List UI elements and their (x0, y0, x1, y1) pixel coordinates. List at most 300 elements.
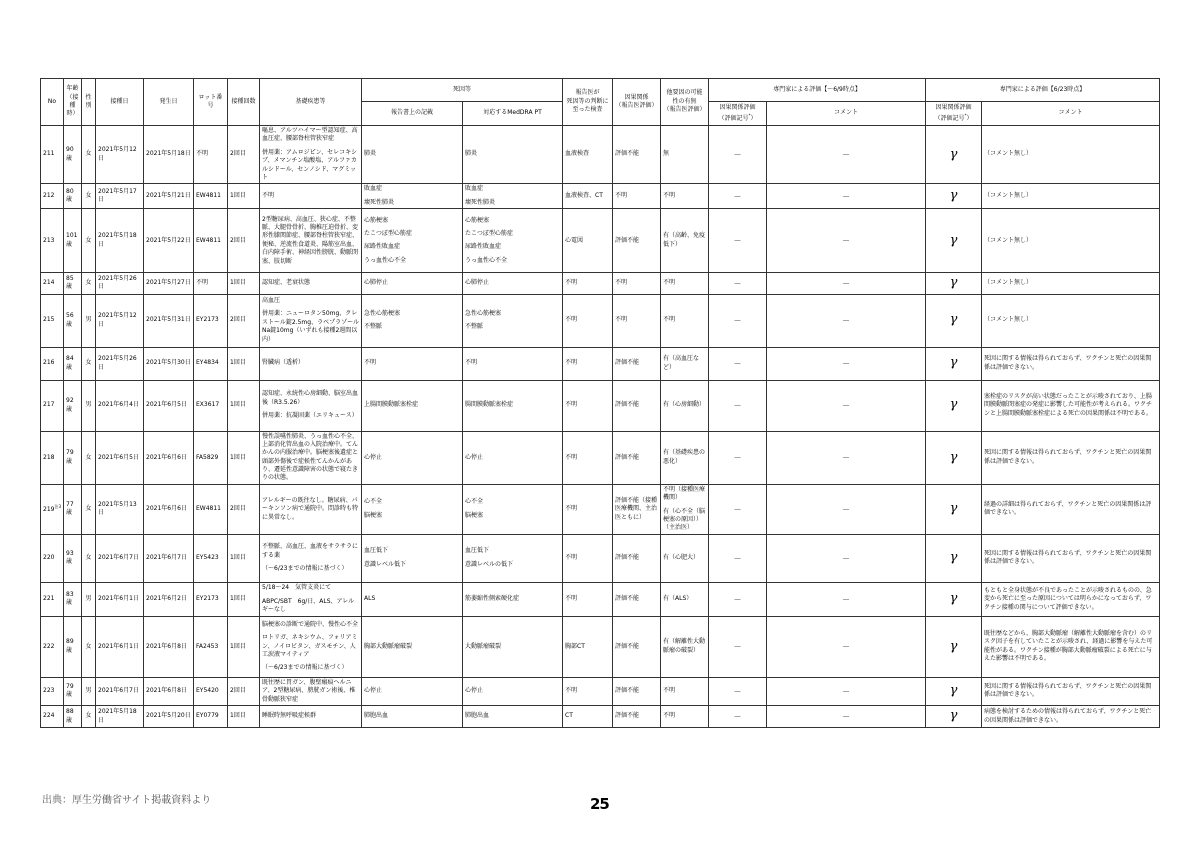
cell-expert2-comment: 既往歴などから、胸部大動脈瘤（解離性大動脈瘤を含む）のリスク因子を有していたことが示唆され、経過に影響を与えた可能性がある。ワクチン接種が胸部大動脈瘤破裂による死亡に与えた影響は不明である。 (982, 616, 1160, 677)
cell-no (41, 677, 64, 705)
header-expert2-comment: コメント (982, 102, 1160, 126)
cell-other-factors-line: 有（ALS） (663, 595, 693, 603)
cell-expert1-eval: － (709, 431, 767, 484)
cell-other-factors (661, 126, 709, 184)
header-onset-date: 発生日 (144, 79, 194, 126)
cell-expert1-eval: － (709, 616, 767, 677)
cell-cause-meddra (463, 706, 563, 728)
cell-causality: 評価不能 (613, 209, 661, 273)
cell-cause-reported (362, 706, 463, 728)
cell-no (41, 209, 64, 273)
cell-dose: 1回目 (228, 347, 260, 380)
cell-expert1-comment: － (767, 273, 926, 294)
header-expert1-comment: コメント (767, 102, 926, 126)
cell-cause-meddra-line: 大動脈瘤破裂 (465, 642, 502, 650)
cell-cause-meddra-line: 敗血症 (465, 185, 484, 193)
cell-no (41, 380, 64, 431)
cell-dose: 1回目 (228, 616, 260, 677)
cell-no (41, 582, 64, 616)
cell-cause-meddra (463, 431, 563, 484)
cell-cause-reported-line: 心肺停止 (364, 279, 389, 287)
cell-other-factors-line: 有（基礎疾患の悪化） (663, 449, 706, 465)
cell-expert1-eval: － (709, 294, 767, 347)
cell-lot: EW4811 (194, 184, 228, 209)
cell-expert1-comment: － (767, 347, 926, 380)
cell-exam: CT (563, 706, 613, 728)
cell-underlying-line: 併用薬：抗凝固薬（エリキュース） (262, 412, 358, 420)
cell-vaccination-date: 2021年5月18日 (96, 706, 144, 728)
cell-age: 79歳 (64, 677, 82, 705)
cell-causality: 評価不能 (613, 126, 661, 184)
cell-lot: EY5420 (194, 677, 228, 705)
cell-cause-meddra-line: 尿路性敗血症 (465, 243, 502, 251)
cell-cause-reported-line: 不明 (364, 359, 377, 367)
cell-causality: 評価不能 (613, 534, 661, 582)
cell-underlying-line: 睡眠時無呼吸症候群 (262, 712, 317, 720)
cell-dose: 2回目 (228, 677, 260, 705)
cell-onset-date: 2021年5月20日 (144, 706, 194, 728)
cell-onset-date: 2021年6月7日 (144, 534, 194, 582)
cell-expert2-eval: γ (926, 484, 982, 534)
cell-cause-meddra (463, 534, 563, 582)
cell-cause-reported-line: 心停止 (364, 453, 383, 461)
cell-underlying-line: 既往歴に胃ガン、腹壁瘢痕ヘルニア、2型糖尿病、膀胱ガン術後、椎骨動脈狭窄症 (262, 678, 356, 703)
cell-age: 85歳 (64, 273, 82, 294)
cell-dose: 1回目 (228, 582, 260, 616)
cell-expert2-eval: γ (926, 347, 982, 380)
cell-expert1-eval: － (709, 184, 767, 209)
table-row (41, 184, 1160, 209)
cell-exam: 血液検査 (563, 126, 613, 184)
cell-other-factors-line: 不明（接種医療機関） (663, 485, 706, 502)
cell-lot: FA2453 (194, 616, 228, 677)
cell-dose: 1回目 (228, 431, 260, 484)
header-lot: ロット番号 (194, 79, 228, 126)
row-number: 221 (43, 595, 55, 603)
cell-underlying-line: （～6/23までの情報に基づく） (262, 664, 348, 672)
cell-underlying (260, 347, 362, 380)
cell-vaccination-date: 2021年5月17日 (96, 184, 144, 209)
row-number: 213 (43, 236, 55, 244)
cell-underlying-line: 認知症、永続性心房細動、脳室出血後（R3.5.26） (262, 390, 359, 406)
cell-underlying-line: ロトリガ、ネキシウム、フォリアミン、ノイロビタン、ガスモチン、人工涙液マイティア (262, 634, 358, 659)
cell-onset-date: 2021年6月6日 (144, 484, 194, 534)
cell-other-factors-line: 有（解離性大動脈瘤の破裂） (663, 638, 706, 654)
cell-vaccination-date: 2021年6月4日 (96, 380, 144, 431)
cell-other-factors (661, 534, 709, 582)
cell-expert1-comment: － (767, 209, 926, 273)
cell-other-factors (661, 294, 709, 347)
cell-dose: 2回目 (228, 484, 260, 534)
cell-expert1-comment: － (767, 582, 926, 616)
table-row (41, 126, 1160, 184)
header-sex: 性別 (82, 79, 96, 126)
cell-other-factors-line: 不明 (663, 687, 676, 695)
table-row (41, 484, 1160, 534)
cell-age: 93歳 (64, 534, 82, 582)
cell-other-factors (661, 431, 709, 484)
cell-sex: 女 (82, 706, 96, 728)
cell-expert1-comment: － (767, 294, 926, 347)
cell-causality: 不明 (613, 184, 661, 209)
cell-underlying (260, 582, 362, 616)
cell-other-factors (661, 616, 709, 677)
cell-cause-meddra-line: 脳梗塞 (465, 511, 484, 519)
cell-sex: 女 (82, 347, 96, 380)
cell-underlying-line: 不整脈、高血圧、血液をサラサラにする薬 (262, 543, 359, 559)
cell-causality: 評価不能（接種医療機関、主治医ともに） (613, 484, 661, 534)
header-expert1-eval: 因果関係評価 （評価記号*） (709, 102, 767, 126)
cell-expert1-comment: － (767, 431, 926, 484)
cell-cause-reported-line: 心停止 (364, 687, 383, 695)
cell-expert1-comment: － (767, 706, 926, 728)
cell-expert1-eval: － (709, 534, 767, 582)
adverse-event-table (40, 78, 1160, 728)
cell-no (41, 616, 64, 677)
cell-expert2-comment: 死因に関する情報は得られておらず、ワクチンと死亡の因果関係は評価できない。 (982, 347, 1160, 380)
cell-no (41, 431, 64, 484)
cell-cause-meddra (463, 294, 563, 347)
cell-expert1-eval: － (709, 706, 767, 728)
cell-underlying (260, 706, 362, 728)
cell-expert2-comment: （コメント無し） (982, 273, 1160, 294)
cell-age: 77歳 (64, 484, 82, 534)
cell-cause-meddra-line: うっ血性心不全 (465, 256, 508, 264)
cell-dose: 2回目 (228, 294, 260, 347)
row-number: 216 (43, 359, 55, 367)
cell-other-factors (661, 582, 709, 616)
cell-expert2-eval: γ (926, 534, 982, 582)
cell-other-factors-line: 有（心不全（脳梗塞の原因））（主治医） (663, 507, 706, 532)
cell-no (41, 534, 64, 582)
row-number: 220 (43, 554, 55, 562)
cell-other-factors-line: 不明 (663, 192, 676, 200)
cell-expert1-comment: － (767, 184, 926, 209)
cell-age: 88歳 (64, 706, 82, 728)
cell-cause-meddra (463, 126, 563, 184)
cell-expert1-eval: － (709, 484, 767, 534)
cell-vaccination-date: 2021年5月18日 (96, 209, 144, 273)
cell-onset-date: 2021年5月27日 (144, 273, 194, 294)
cell-age: 84歳 (64, 347, 82, 380)
cell-lot: EW4811 (194, 209, 228, 273)
header-exam: 報告医が 死因等の判断に 至った検査 (563, 79, 613, 126)
cell-no (41, 294, 64, 347)
cell-other-factors (661, 484, 709, 534)
cell-other-factors-line: 無 (663, 150, 670, 158)
cell-other-factors-line: 有（高血圧など） (663, 355, 700, 371)
table-row (41, 294, 1160, 347)
row-note: 注3 (54, 504, 61, 510)
cell-cause-reported-line: 脳梗塞 (364, 511, 383, 519)
cell-sex: 男 (82, 582, 96, 616)
cell-underlying (260, 616, 362, 677)
cell-cause-meddra-line: 血圧低下 (465, 547, 490, 555)
cell-underlying (260, 209, 362, 273)
cell-underlying-line: 脳梗塞の診断で通院中、慢性心不全 (262, 620, 359, 628)
cell-expert1-comment: － (767, 534, 926, 582)
cell-cause-meddra (463, 582, 563, 616)
cell-age: 56歳 (64, 294, 82, 347)
row-number: 217 (43, 401, 55, 409)
cell-cause-meddra (463, 184, 563, 209)
cell-cause-meddra-line: 肺胞出血 (465, 712, 490, 720)
cell-cause-reported-line: 敗血症 (364, 185, 383, 193)
cell-expert2-eval: γ (926, 294, 982, 347)
cell-sex: 女 (82, 616, 96, 677)
cell-cause-meddra-line: 心肺停止 (465, 279, 490, 287)
cell-onset-date: 2021年5月18日 (144, 126, 194, 184)
cell-cause-reported-line: 不整脈 (364, 323, 383, 331)
cell-underlying (260, 484, 362, 534)
cell-expert2-comment: （コメント無し） (982, 184, 1160, 209)
table-row (41, 380, 1160, 431)
cell-cause-reported (362, 484, 463, 534)
cell-cause-meddra-line: 不整脈 (465, 323, 484, 331)
row-number: 224 (43, 712, 55, 720)
cell-exam: 不明 (563, 294, 613, 347)
cell-expert2-eval: γ (926, 677, 982, 705)
cell-cause-reported-line: 心筋梗塞 (364, 216, 389, 224)
cell-underlying (260, 184, 362, 209)
cell-causality: 評価不能 (613, 706, 661, 728)
cell-sex: 男 (82, 677, 96, 705)
cell-other-factors (661, 677, 709, 705)
cell-causality: 評価不能 (613, 582, 661, 616)
table-row (41, 582, 1160, 616)
cell-cause-reported-line: 壊死性肺炎 (364, 198, 395, 206)
cell-cause-meddra (463, 677, 563, 705)
cell-vaccination-date: 2021年5月12日 (96, 126, 144, 184)
header-cause-meddra: 対応するMedDRA PT (463, 102, 563, 126)
cell-cause-meddra-line: 筋萎縮性側索硬化症 (465, 595, 520, 603)
cell-cause-reported (362, 616, 463, 677)
cell-cause-reported-line: うっ血性心不全 (364, 256, 407, 264)
cell-no (41, 184, 64, 209)
cell-cause-meddra-line: 腸間膜動脈塞栓症 (465, 401, 514, 409)
cell-cause-meddra (463, 273, 563, 294)
cell-expert1-comment: － (767, 484, 926, 534)
cell-other-factors (661, 184, 709, 209)
cell-lot: EX3617 (194, 380, 228, 431)
cell-expert1-comment: － (767, 677, 926, 705)
header-cause-group: 死因等 (362, 79, 563, 102)
cell-expert1-eval: － (709, 677, 767, 705)
cell-sex: 男 (82, 294, 96, 347)
cell-expert2-eval: γ (926, 582, 982, 616)
cell-age: 90歳 (64, 126, 82, 184)
cell-expert2-eval: γ (926, 184, 982, 209)
cell-dose: 1回目 (228, 184, 260, 209)
cell-vaccination-date: 2021年6月1日 (96, 616, 144, 677)
cell-expert1-eval: － (709, 126, 767, 184)
header-underlying: 基礎疾患等 (260, 79, 362, 126)
table-row (41, 209, 1160, 273)
cell-cause-reported-line: 尿路性敗血症 (364, 243, 401, 251)
cell-onset-date: 2021年5月21日 (144, 184, 194, 209)
cell-cause-meddra-line: 肺炎 (465, 150, 478, 158)
cell-lot: EY2173 (194, 582, 228, 616)
cell-age: 89歳 (64, 616, 82, 677)
cell-causality: 評価不能 (613, 380, 661, 431)
cell-cause-reported (362, 184, 463, 209)
cell-expert2-comment: （コメント無し） (982, 126, 1160, 184)
header-cause-reported: 報告書上の記載 (362, 102, 463, 126)
cell-expert2-comment: 塞栓症のリスクが高い状態だったことが示唆されており、上腸間膜動脈閉塞症の発症に影響した可能性が考えられる。ワクチンと上腸間膜動脈塞栓症による死亡の因果関係は不明である。 (982, 380, 1160, 431)
cell-age: 101歳 (64, 209, 82, 273)
source-citation: 出典：厚生労働省サイト掲載資料より (42, 795, 212, 806)
cell-lot: EY2173 (194, 294, 228, 347)
cell-sex: 女 (82, 209, 96, 273)
cell-cause-meddra-line: 心不全 (465, 498, 484, 506)
cell-other-factors (661, 273, 709, 294)
cell-expert2-comment: 死因に関する情報は得られておらず、ワクチンと死亡の因果関係は評価できない。 (982, 677, 1160, 705)
cell-causality: 評価不能 (613, 677, 661, 705)
cell-cause-meddra-line: 壊死性肺炎 (465, 198, 496, 206)
cell-expert2-comment: 経過の詳細は得られておらず、ワクチンと死亡の因果関係は評価できない。 (982, 484, 1160, 534)
header-dose: 接種回数 (228, 79, 260, 126)
cell-cause-reported (362, 677, 463, 705)
cell-age: 92歳 (64, 380, 82, 431)
cell-onset-date: 2021年5月22日 (144, 209, 194, 273)
cell-dose: 1回目 (228, 706, 260, 728)
cell-lot: EW4811 (194, 484, 228, 534)
cell-underlying (260, 380, 362, 431)
table-row (41, 616, 1160, 677)
cell-lot: FA5829 (194, 431, 228, 484)
cell-expert2-eval: γ (926, 209, 982, 273)
cell-onset-date: 2021年6月2日 (144, 582, 194, 616)
cell-cause-reported (362, 380, 463, 431)
header-no: No (41, 79, 64, 126)
cell-expert1-comment: － (767, 616, 926, 677)
cell-dose: 1回目 (228, 273, 260, 294)
header-expert2-group: 専門家による評価【6/23時点】 (926, 79, 1160, 102)
row-number: 218 (43, 453, 55, 461)
cell-vaccination-date: 2021年6月7日 (96, 677, 144, 705)
cell-underlying-line: 高血圧 (262, 297, 281, 305)
cell-no (41, 126, 64, 184)
cell-cause-reported (362, 347, 463, 380)
cell-other-factors (661, 380, 709, 431)
cell-lot: EY5423 (194, 534, 228, 582)
row-number: 219 (43, 506, 55, 514)
cell-lot: EY0779 (194, 706, 228, 728)
cell-exam: 不明 (563, 484, 613, 534)
row-number: 215 (43, 316, 55, 324)
cell-other-factors-line: 有（高齢、免疫低下） (663, 232, 706, 248)
cell-cause-reported-line: 上腸間膜動脈塞栓症 (364, 401, 419, 409)
cell-age: 79歳 (64, 431, 82, 484)
cell-cause-meddra (463, 347, 563, 380)
cell-other-factors-line: 不明 (663, 712, 676, 720)
cell-cause-reported (362, 294, 463, 347)
cell-underlying-line: 不明 (262, 192, 275, 200)
cell-cause-meddra-line: 心停止 (465, 453, 484, 461)
cell-underlying-line: 併用薬：ニューロタン50mg、クレストール錠2.5mg、ラベプラゾールNa錠10mg（いずれも接種2週間以内） (262, 310, 359, 343)
header-age: 年齢 （接種 時） (64, 79, 82, 126)
cell-causality: 不明 (613, 273, 661, 294)
cell-exam: 不明 (563, 380, 613, 431)
cell-vaccination-date: 2021年6月7日 (96, 534, 144, 582)
cell-cause-meddra-line: たこつぼ型心筋症 (465, 229, 513, 237)
cell-exam: 不明 (563, 677, 613, 705)
cell-vaccination-date: 2021年5月13日 (96, 484, 144, 534)
cell-cause-meddra-line: 心筋梗塞 (465, 216, 490, 224)
table-row (41, 431, 1160, 484)
cell-sex: 女 (82, 534, 96, 582)
cell-underlying (260, 273, 362, 294)
cell-cause-reported-line: 肺胞出血 (364, 712, 389, 720)
cell-cause-meddra (463, 209, 563, 273)
cell-expert1-comment: － (767, 380, 926, 431)
cell-underlying-line: （～6/23までの情報に基づく） (262, 565, 348, 573)
row-number: 222 (43, 642, 55, 650)
cell-onset-date: 2021年6月8日 (144, 677, 194, 705)
cell-cause-reported (362, 534, 463, 582)
cell-expert2-eval: γ (926, 380, 982, 431)
row-number: 211 (43, 150, 55, 158)
cell-cause-meddra (463, 380, 563, 431)
cell-no (41, 484, 64, 534)
cell-age: 83歳 (64, 582, 82, 616)
cell-cause-reported (362, 209, 463, 273)
table-row (41, 347, 1160, 380)
cell-expert1-comment: － (767, 126, 926, 184)
cell-other-factors-line: 不明 (663, 279, 676, 287)
cell-cause-reported-line: 胸部大動脈瘤破裂 (364, 642, 413, 650)
header-other-factors: 他要因の可能 性の有無 （報告医評価） (661, 79, 709, 126)
cell-exam: 胸部CT (563, 616, 613, 677)
cell-underlying-line: 慢性誤嚥性肺炎、うっ血性心不全、上部消化管出血の入院治療中。てんかんの内服治療中。脳梗塞後遺症と頭部外傷後で症候性てんかんがあり、遷延性意識障害の状態で寝たきりの状態。 (262, 432, 359, 482)
cell-other-factors-line: 不明 (663, 316, 676, 324)
header-vaccination-date: 接種日 (96, 79, 144, 126)
cell-cause-reported-line: 意識レベル低下 (364, 560, 407, 568)
cell-cause-meddra-line: 不明 (465, 359, 478, 367)
cell-cause-reported-line: ALS (364, 595, 376, 603)
cell-vaccination-date: 2021年5月12日 (96, 294, 144, 347)
cell-lot: EY4834 (194, 347, 228, 380)
cell-other-factors (661, 209, 709, 273)
cell-expert2-comment: 死因に関する情報は得られておらず、ワクチンと死亡の因果関係は評価できない。 (982, 431, 1160, 484)
header-expert2-eval: 因果関係評価 （評価記号*） (926, 102, 982, 126)
cell-expert2-comment: もともと全身状態が不良であったことが示唆されるものの、急変から死亡に至った原因については明らかになっておらず、ワクチン接種の関与について評価できない。 (982, 582, 1160, 616)
cell-dose: 1回目 (228, 380, 260, 431)
cell-cause-reported-line: たこつぼ型心筋症 (364, 229, 412, 237)
cell-cause-reported-line: 急性心筋梗塞 (364, 309, 401, 317)
cell-underlying-line: ABPC/SBT 6g/日、ALS、アレルギーなし (262, 597, 355, 614)
cell-underlying-line: 認知症、老衰状態 (262, 279, 311, 287)
cell-onset-date: 2021年5月31日 (144, 294, 194, 347)
cell-other-factors (661, 347, 709, 380)
cell-underlying (260, 431, 362, 484)
cell-cause-reported (362, 126, 463, 184)
cell-expert2-eval: γ (926, 126, 982, 184)
table-row (41, 273, 1160, 294)
cell-onset-date: 2021年6月8日 (144, 616, 194, 677)
header-expert1-group: 専門家による評価【～6/9時点】 (709, 79, 926, 102)
cell-exam: 血液検査、CT (563, 184, 613, 209)
row-number: 223 (43, 687, 55, 695)
cell-sex: 女 (82, 484, 96, 534)
cell-no (41, 347, 64, 380)
cell-cause-reported-line: 心不全 (364, 498, 383, 506)
cell-lot: 不明 (194, 126, 228, 184)
cell-cause-meddra-line: 急性心筋梗塞 (465, 309, 502, 317)
cell-exam: 心電図 (563, 209, 613, 273)
cell-cause-reported (362, 431, 463, 484)
cell-underlying (260, 294, 362, 347)
